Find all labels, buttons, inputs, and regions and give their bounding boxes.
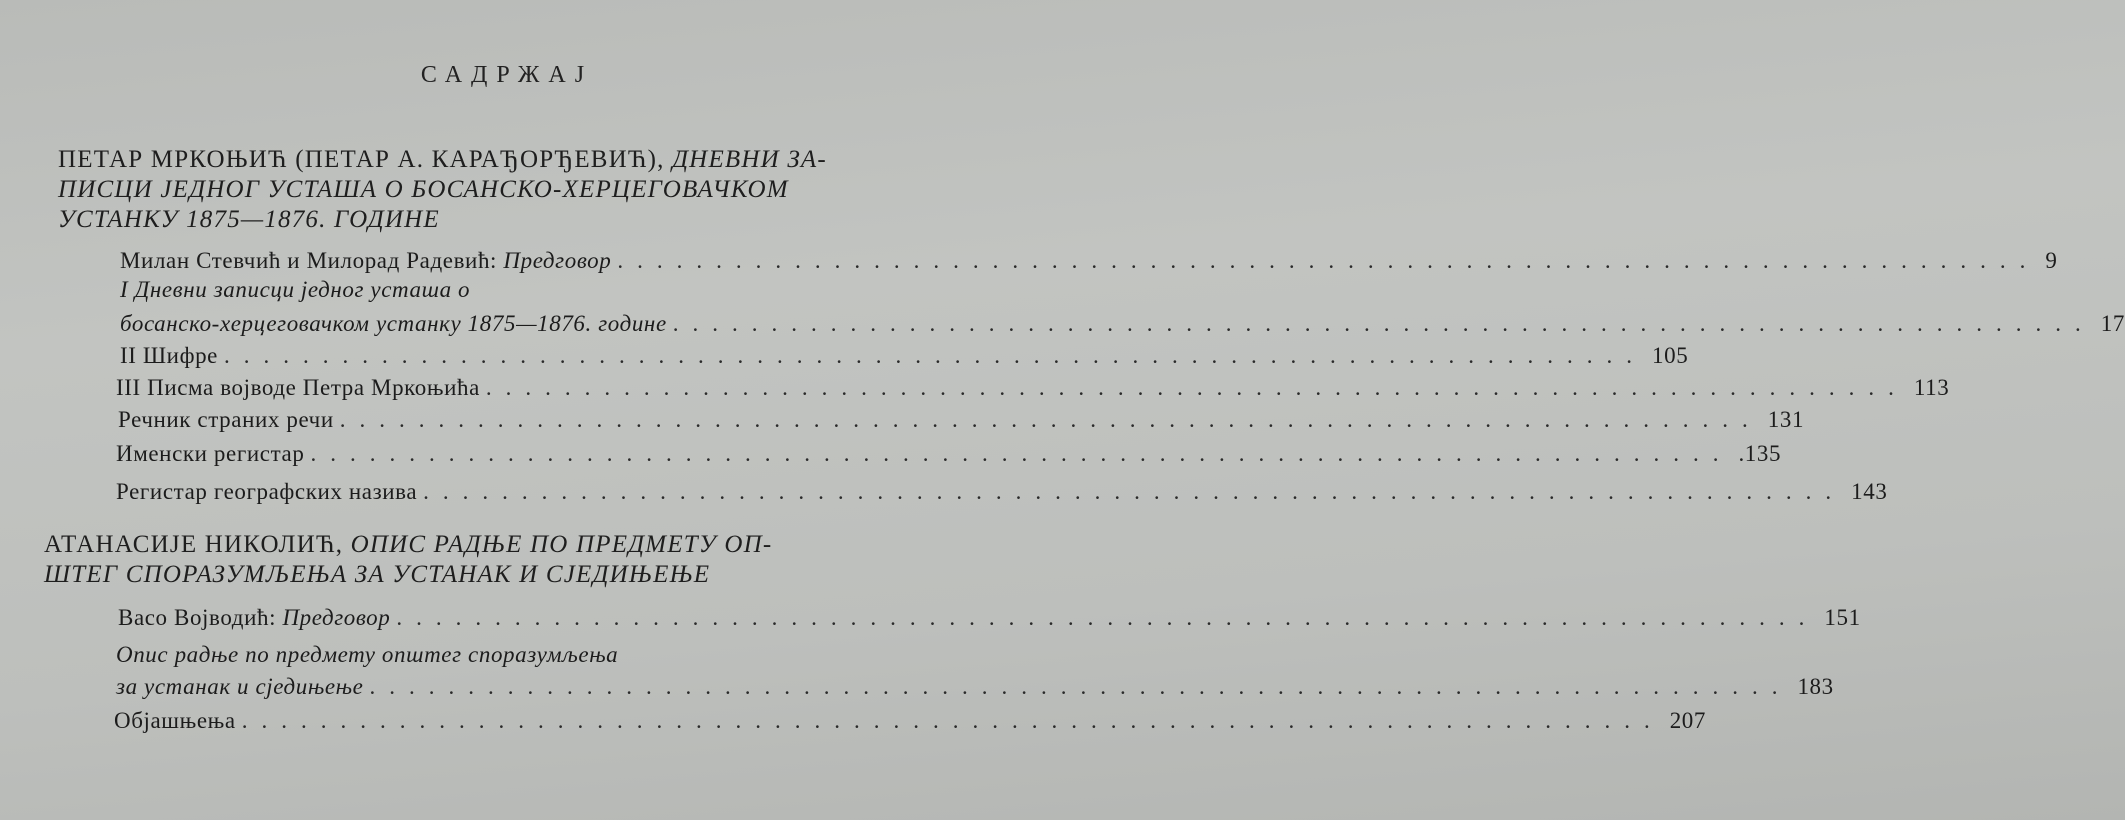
toc-entry-label: Регистар географских назива (116, 479, 418, 504)
toc-entry-label: III Писма војводе Петра Мркоњића (116, 375, 480, 400)
toc-entry (116, 440, 1782, 468)
toc-page-number: 151 (1824, 605, 1861, 630)
toc-entry-label: II Шифре (120, 343, 218, 368)
toc-entry-label: Именски регистар (116, 441, 305, 466)
toc-entry (120, 247, 2058, 275)
dot-leader: ........................................................................ (672, 311, 2095, 336)
dot-leader: ........................................................................ (224, 343, 1646, 368)
dot-leader: ........................................................................ (339, 407, 1762, 432)
toc-entry (116, 374, 1950, 402)
toc-page-number: 9 (2045, 248, 2058, 273)
toc-entry-label: Васо Војводић: Предговор (118, 605, 391, 630)
toc-page-number: .135 (1738, 441, 1782, 466)
dot-leader: ........................................................................ (423, 479, 1846, 504)
toc-entry (116, 478, 1888, 506)
section-2-heading (44, 530, 964, 590)
toc-entry-label: Речник страних речи (118, 407, 334, 432)
toc-entry-label-line-1: Опис радње по предмету општег споразумљења (116, 642, 619, 667)
page-title: САДРЖАЈ (420, 62, 594, 88)
toc-page-number: 183 (1797, 674, 1834, 699)
toc-page-number: 143 (1851, 479, 1888, 504)
toc-entry-label: Објашњења (114, 708, 236, 733)
toc-page-number: 207 (1669, 708, 1707, 733)
toc-page-number: 131 (1767, 407, 1805, 432)
section-1-author: ПЕТАР МРКОЊИЋ (ПЕТАР А. КАРАЂОРЂЕВИЋ), (58, 146, 665, 173)
dot-leader: ........................................................................ (485, 375, 1908, 400)
section-1-heading (58, 145, 958, 235)
toc-entry-label-line-1: I Дневни записци једног усташа о (120, 277, 471, 302)
toc-entry (116, 673, 1834, 701)
section-1-title-part-1: ДНЕВНИ ЗА- (672, 146, 827, 173)
section-2-heading-line-1 (44, 530, 964, 560)
dot-leader: ........................................................................ (396, 605, 1819, 630)
dot-leader: ........................................................................ (369, 674, 1792, 699)
toc-entry-label: за устанак и сједињење (116, 674, 364, 699)
toc-page-number: 17 (2100, 311, 2125, 336)
section-2-author: АТАНАСИЈЕ НИКОЛИЋ, (44, 531, 344, 558)
section-2-title-part-2: ШТЕГ СПОРАЗУМЉЕЊА ЗА УСТАНАК И СЈЕДИЊЕЊЕ (44, 561, 711, 588)
toc-entry (120, 342, 1689, 370)
dot-leader: ........................................................................ (310, 441, 1733, 466)
toc-entry-label: босанско-херцеговачком устанку 1875—1876. године (120, 311, 667, 336)
toc-page-number: 105 (1652, 343, 1689, 368)
toc-entry (114, 707, 1707, 735)
toc-entry-label: Милан Стевчић и Милорад Радевић: Предговор (120, 248, 612, 273)
toc-entry (118, 406, 1805, 434)
section-1-heading-line-1 (58, 145, 958, 175)
dot-leader: ........................................................................ (241, 708, 1664, 733)
dot-leader: ........................................................................ (617, 248, 2040, 273)
toc-page-number: 113 (1913, 375, 1950, 400)
toc-entry (118, 604, 1861, 632)
toc-entry (120, 310, 2125, 338)
section-1-title-part-3: УСТАНКУ 1875—1876. ГОДИНЕ (58, 206, 440, 233)
section-2-title-part-1: ОПИС РАДЊЕ ПО ПРЕДМЕТУ ОП- (350, 531, 773, 558)
section-1-title-part-2: ПИСЦИ ЈЕДНОГ УСТАША О БОСАНСКО-ХЕРЦЕГОВАЧКОМ (58, 176, 789, 203)
